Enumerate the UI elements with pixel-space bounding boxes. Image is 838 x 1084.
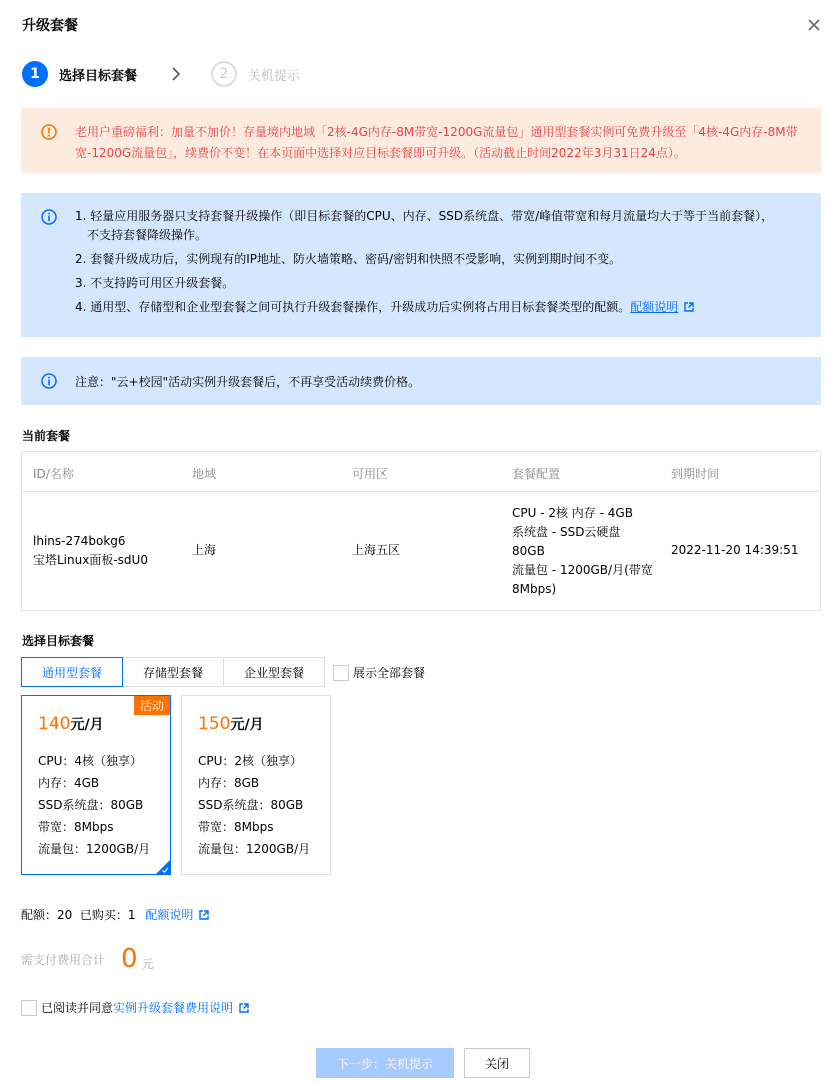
rule-1-line-1: 1. 轻量应用服务器只支持套餐升级操作（即目标套餐的CPU、内存、SSD系统盘、带宽/峰值带宽和每月流量均大于等于当前套餐）， [75,209,774,223]
package-card-140[interactable] [21,695,171,875]
quota-link[interactable]: 配额说明 [145,908,194,922]
checkmark-icon [156,860,170,874]
agreement-checkbox[interactable] [21,1000,37,1016]
quota-doc-link[interactable]: 配额说明 [630,300,679,314]
instance-zone: 上海五区 [352,543,401,557]
next-step-button[interactable]: 下一步：关机提示 [316,1048,454,1078]
rule-item [75,298,805,317]
agreement-text: 已阅读并同意 [41,1001,114,1015]
instance-id: lhins-274bokg6 [33,534,126,548]
config-line: 8Mbps) [512,582,557,596]
step-indicator [22,60,300,88]
target-package-title: 选择目标套餐 [22,634,95,648]
package-type-tabs [21,657,325,687]
quota-info [21,906,209,923]
payment-label: 需支付费用合计 [21,952,106,967]
instance-name: 宝塔Linux面板-sdU0 [33,553,148,567]
spec-memory: 内存：8GB [198,776,260,790]
spec-disk: SSD系统盘：80GB [198,798,304,812]
col-config-header: 套餐配置 [512,467,561,481]
quota-text: 配额：20 已购买：1 [21,908,136,922]
rule-item [75,207,805,245]
info-icon [41,209,57,225]
campus-note-alert [21,357,821,405]
instance-config [512,504,653,599]
spec-memory: 内存：4GB [38,776,100,790]
spec-traffic: 流量包：1200GB/月 [38,842,151,856]
campus-note-text: 注意："云+校园"活动实例升级套餐后，不再享受活动续费价格。 [75,375,421,389]
table-header [22,452,820,492]
config-line: 流量包 - 1200GB/月(带宽 [512,563,653,577]
instance-region: 上海 [192,543,217,557]
package-price [198,714,264,734]
package-specs [198,750,310,860]
col-id-header: ID/名称 [33,467,74,481]
external-link-icon[interactable] [199,910,209,920]
step-1-label: 选择目标套餐 [59,68,138,84]
price-unit: 元/月 [230,717,264,733]
package-specs [38,750,150,860]
promo-warning-text: 老用户重磅福利：加量不加价！存量境内地域「2核-4G内存-8M带宽-1200G流量包」通用型套餐实例可免费升级至「4核-4G内存-8M带宽-1200G流量包」，续费价不变！在本页面中选择对应目标套餐即可升级。（活动截止时间2022年3月31日24点）。 [75,125,798,160]
table-row [22,492,820,610]
close-button[interactable]: 关闭 [464,1048,530,1078]
price-value: 150 [198,714,231,734]
warning-icon [41,124,57,140]
agreement [21,999,249,1016]
show-all-checkbox[interactable] [333,665,349,681]
tab-storage[interactable]: 存储型套餐 [122,657,224,687]
spec-cpu: CPU：2核（独享） [198,754,303,768]
agreement-link[interactable]: 实例升级套餐费用说明 [113,1001,234,1015]
current-package-table [21,451,821,611]
payment-total [21,944,154,974]
package-price [38,714,104,734]
config-line: CPU - 2核 内存 - 4GB [512,506,633,520]
show-all-label: 展示全部套餐 [353,666,426,680]
col-region-header: 地域 [192,467,217,481]
spec-disk: SSD系统盘：80GB [38,798,144,812]
col-zone-header: 可用区 [352,467,389,481]
config-line: 80GB [512,544,545,558]
tab-enterprise[interactable]: 企业型套餐 [223,657,325,687]
promo-badge: 活动 [134,696,170,715]
upgrade-rules-list [75,207,805,322]
step-1-number: 1 [22,61,48,87]
external-link-icon[interactable] [684,302,694,312]
info-icon [41,373,57,389]
promo-warning-alert [21,108,821,173]
external-link-icon[interactable] [239,1003,249,1013]
col-expire-header: 到期时间 [671,467,720,481]
spec-traffic: 流量包：1200GB/月 [198,842,311,856]
payment-currency: 元 [141,956,154,971]
spec-bandwidth: 带宽：8Mbps [198,820,274,834]
chevron-right-icon [171,67,181,81]
spec-cpu: CPU：4核（独享） [38,754,143,768]
price-value: 140 [38,714,71,734]
price-unit: 元/月 [70,717,104,733]
tab-general[interactable]: 通用型套餐 [21,657,123,687]
current-package-title: 当前套餐 [22,429,71,443]
rule-item: 3. 不支持跨可用区升级套餐。 [75,276,235,290]
rule-4-text: 4. 通用型、存储型和企业型套餐之间可执行升级套餐操作，升级成功后实例将占用目标套餐类型的配额。 [75,300,631,314]
payment-amount: 0 [121,944,138,974]
step-2-label: 关机提示 [248,68,301,84]
config-line: 系统盘 - SSD云硬盘 [512,525,621,539]
spec-bandwidth: 带宽：8Mbps [38,820,114,834]
package-card-150[interactable] [181,695,331,875]
upgrade-rules-alert [21,193,821,337]
close-icon[interactable] [806,17,822,33]
show-all-packages[interactable] [333,664,425,681]
instance-expire-time: 2022-11-20 14:39:51 [671,543,799,557]
step-2-number: 2 [211,61,237,87]
dialog-title: 升级套餐 [22,18,78,34]
rule-item: 2. 套餐升级成功后，实例现有的IP地址、防火墙策略、密码/密钥和快照不受影响，实例到期时间不变。 [75,252,622,266]
rule-1-line-2: 不支持套餐降级操作。 [87,228,208,242]
